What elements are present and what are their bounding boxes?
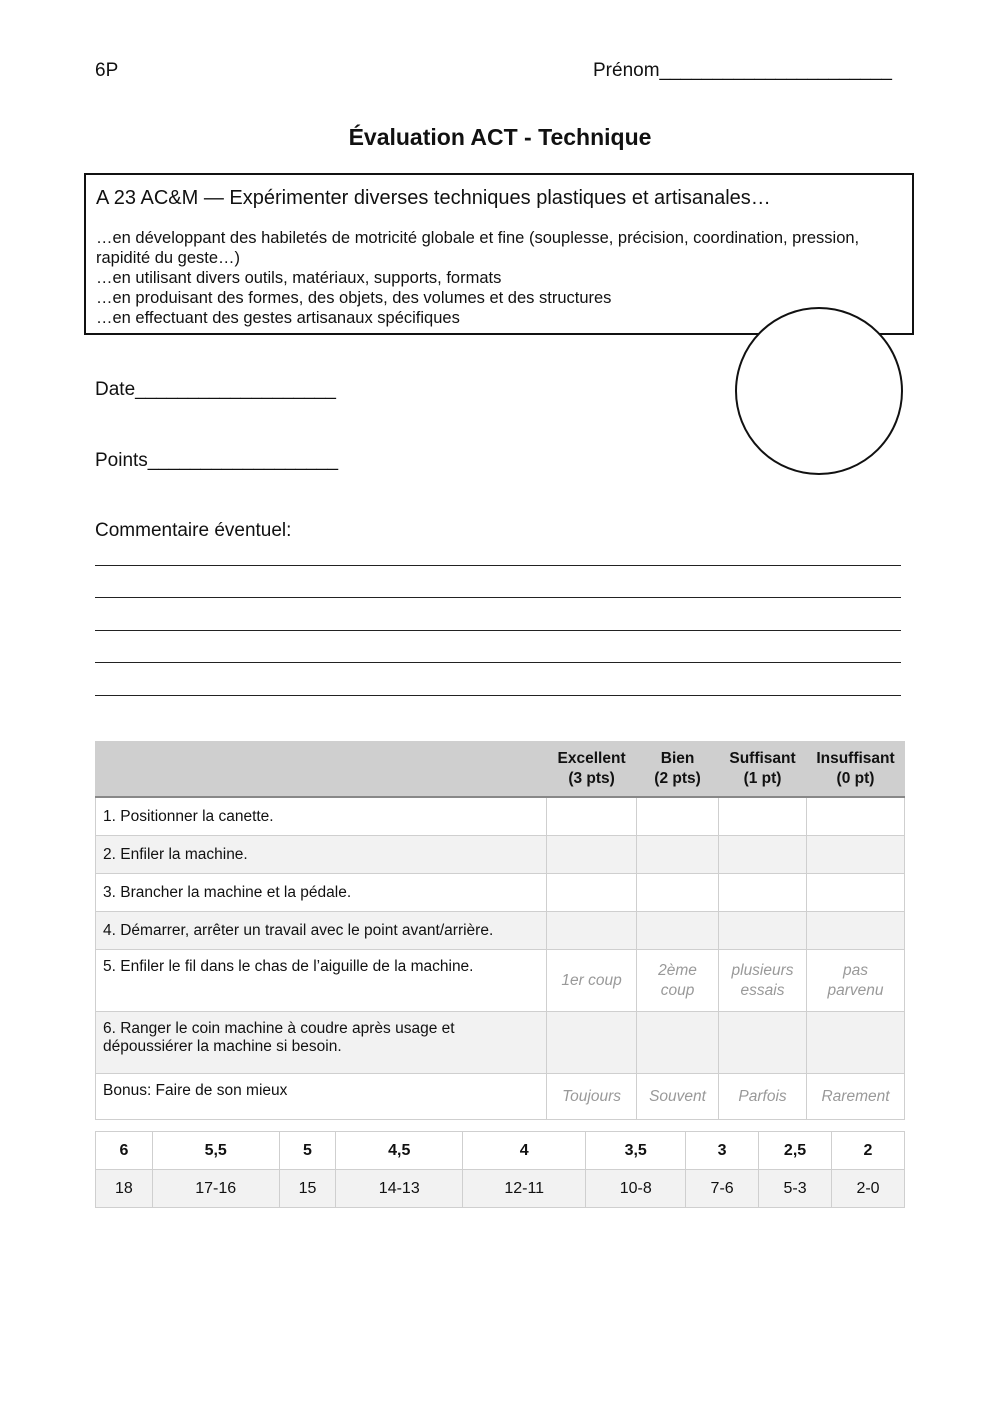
scale-note: 2 <box>832 1132 905 1170</box>
criterion-label: 2. Enfiler la machine. <box>96 836 547 874</box>
score-cell[interactable] <box>547 1012 637 1074</box>
comment-line[interactable] <box>95 565 901 566</box>
col-insuffisant-header: Insuffisant (0 pt) <box>807 742 905 798</box>
objective-lines <box>96 228 901 328</box>
evaluation-grid <box>95 741 905 1120</box>
score-cell[interactable] <box>637 912 719 950</box>
score-cell[interactable] <box>719 836 807 874</box>
score-cell[interactable] <box>807 797 905 836</box>
grade-circle[interactable] <box>735 307 903 475</box>
scale-points: 18 <box>96 1170 153 1208</box>
score-cell[interactable] <box>807 912 905 950</box>
score-cell-hint[interactable]: Parfois <box>719 1074 807 1120</box>
criterion-label: Bonus: Faire de son mieux <box>96 1074 547 1120</box>
comment-line[interactable] <box>95 695 901 696</box>
scale-points-row <box>96 1170 905 1208</box>
score-cell[interactable] <box>807 836 905 874</box>
scale-note: 5 <box>279 1132 336 1170</box>
scale-points: 14-13 <box>336 1170 463 1208</box>
scale-note: 3,5 <box>586 1132 686 1170</box>
comment-line[interactable] <box>95 630 901 631</box>
scale-points: 12-11 <box>463 1170 586 1208</box>
score-cell-hint[interactable]: plusieurs essais <box>719 950 807 1012</box>
score-cell[interactable] <box>719 912 807 950</box>
scale-note: 4 <box>463 1132 586 1170</box>
score-cell[interactable] <box>547 797 637 836</box>
table-row <box>96 1074 905 1120</box>
grid-header-row <box>96 742 905 798</box>
grading-scale <box>95 1131 905 1208</box>
score-cell[interactable] <box>547 836 637 874</box>
scale-points: 5-3 <box>759 1170 832 1208</box>
table-row <box>96 836 905 874</box>
objective-box <box>84 173 914 335</box>
score-cell[interactable] <box>807 874 905 912</box>
col-suffisant-header: Suffisant (1 pt) <box>719 742 807 798</box>
table-row <box>96 797 905 836</box>
scale-note: 3 <box>686 1132 759 1170</box>
score-cell[interactable] <box>719 797 807 836</box>
scale-points: 7-6 <box>686 1170 759 1208</box>
score-cell[interactable] <box>807 1012 905 1074</box>
score-cell-hint[interactable]: Souvent <box>637 1074 719 1120</box>
score-cell[interactable] <box>547 912 637 950</box>
score-cell-hint[interactable]: Toujours <box>547 1074 637 1120</box>
table-row <box>96 950 905 1012</box>
comment-line[interactable] <box>95 597 901 598</box>
criterion-label: 6. Ranger le coin machine à coudre après usage et dépoussiérer la machine si besoin. <box>96 1012 547 1074</box>
criteria-header <box>96 742 547 798</box>
objective-line: …en effectuant des gestes artisanaux spécifiques <box>96 309 460 327</box>
score-cell[interactable] <box>719 1012 807 1074</box>
score-cell-hint[interactable]: Rarement <box>807 1074 905 1120</box>
score-cell[interactable] <box>547 874 637 912</box>
scale-points: 17-16 <box>152 1170 279 1208</box>
score-cell[interactable] <box>637 874 719 912</box>
scale-points: 15 <box>279 1170 336 1208</box>
score-cell[interactable] <box>719 874 807 912</box>
scale-note: 2,5 <box>759 1132 832 1170</box>
score-cell[interactable] <box>637 1012 719 1074</box>
score-cell-hint[interactable]: 2ème coup <box>637 950 719 1012</box>
col-bien-header: Bien (2 pts) <box>637 742 719 798</box>
points-field[interactable]: Points__________________ <box>95 450 339 471</box>
criterion-label: 4. Démarrer, arrêter un travail avec le point avant/arrière. <box>96 912 547 950</box>
prenom-field[interactable]: Prénom______________________ <box>593 60 892 81</box>
col-excellent-header: Excellent (3 pts) <box>547 742 637 798</box>
objective-code: A 23 AC&M — Expérimenter diverses techniques plastiques et artisanales… <box>96 187 771 209</box>
objective-line: …en produisant des formes, des objets, des volumes et des structures <box>96 289 612 307</box>
scale-points: 10-8 <box>586 1170 686 1208</box>
criterion-label: 5. Enfiler le fil dans le chas de l’aiguille de la machine. <box>96 950 547 1012</box>
scale-notes-row <box>96 1132 905 1170</box>
scale-points: 2-0 <box>832 1170 905 1208</box>
score-cell-hint[interactable]: 1er coup <box>547 950 637 1012</box>
table-row <box>96 1012 905 1074</box>
comment-label: Commentaire éventuel: <box>95 520 292 541</box>
score-cell[interactable] <box>637 797 719 836</box>
page-title: Évaluation ACT - Technique <box>348 124 652 150</box>
criterion-label: 3. Brancher la machine et la pédale. <box>96 874 547 912</box>
date-field[interactable]: Date___________________ <box>95 379 336 400</box>
class-level: 6P <box>95 60 119 81</box>
criterion-label: 1. Positionner la canette. <box>96 797 547 836</box>
objective-line: …en utilisant divers outils, matériaux, supports, formats <box>96 269 502 287</box>
comment-line[interactable] <box>95 662 901 663</box>
score-cell[interactable] <box>637 836 719 874</box>
scale-note: 4,5 <box>336 1132 463 1170</box>
score-cell-hint[interactable]: pas parvenu <box>807 950 905 1012</box>
table-row <box>96 912 905 950</box>
scale-note: 6 <box>96 1132 153 1170</box>
scale-note: 5,5 <box>152 1132 279 1170</box>
table-row <box>96 874 905 912</box>
objective-line: …en développant des habiletés de motricité globale et fine (souplesse, précision, coordination, pression, rapidité du geste…) <box>96 229 860 267</box>
